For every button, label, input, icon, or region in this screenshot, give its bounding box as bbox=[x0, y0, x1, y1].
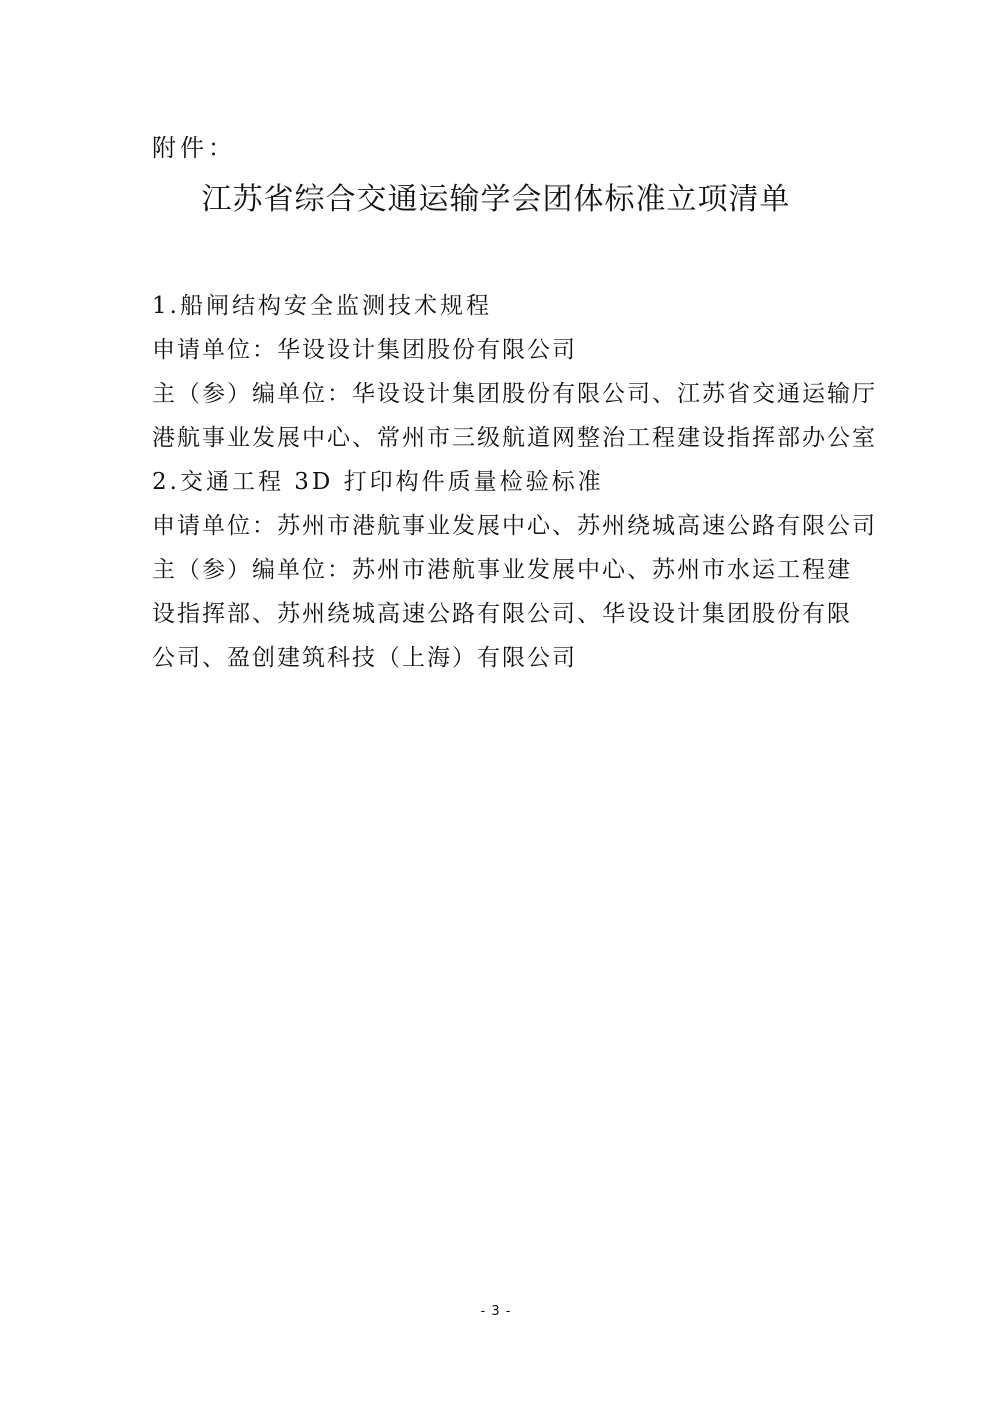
page-number: - 3 - bbox=[480, 1304, 512, 1319]
item-1-editors-line-1: 主（参）编单位：华设设计集团股份有限公司、江苏省交通运输厅 bbox=[152, 381, 877, 407]
document-title: 江苏省综合交通运输学会团体标准立项清单 bbox=[201, 182, 791, 217]
item-1-applicant: 申请单位：华设设计集团股份有限公司 bbox=[152, 337, 577, 363]
attachment-label: 附件： bbox=[152, 134, 236, 162]
item-2-title: 2.交通工程 3D 打印构件质量检验标准 bbox=[152, 469, 604, 495]
item-1-editors-line-2: 港航事业发展中心、常州市三级航道网整治工程建设指挥部办公室 bbox=[152, 425, 877, 451]
item-2-editors-line-1: 主（参）编单位：苏州市港航事业发展中心、苏州市水运工程建 bbox=[152, 557, 852, 583]
item-1-title: 1.船闸结构安全监测技术规程 bbox=[152, 293, 492, 319]
item-2-editors-line-2: 设指挥部、苏州绕城高速公路有限公司、华设设计集团股份有限 bbox=[152, 601, 852, 627]
item-2-applicant: 申请单位：苏州市港航事业发展中心、苏州绕城高速公路有限公司 bbox=[152, 513, 877, 539]
item-2-editors-line-3: 公司、盈创建筑科技（上海）有限公司 bbox=[152, 645, 577, 671]
standards-list bbox=[152, 284, 877, 680]
